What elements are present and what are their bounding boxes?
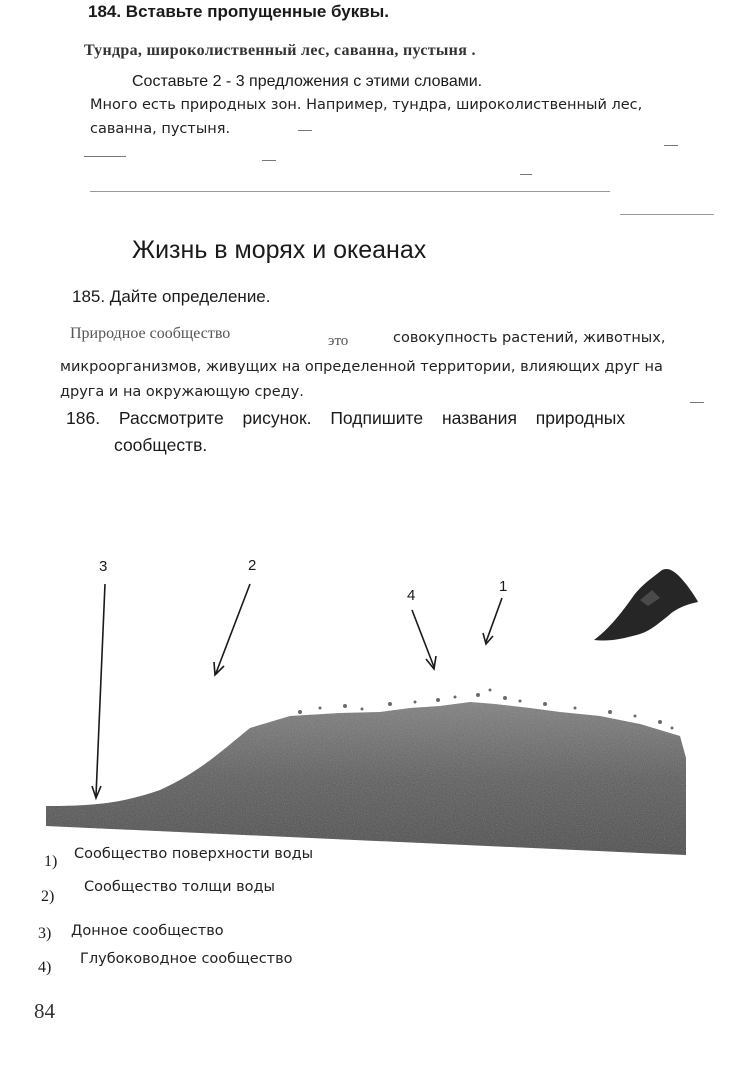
task-186-header-line-1: 186. Рассмотрите рисунок. Подпишите названия природных (66, 408, 626, 428)
task-184-answer-line-2: саванна, пустыня. (90, 121, 231, 137)
definition-line-1: совокупность растений, животных, (393, 330, 666, 346)
answer-2-text: Сообщество толщи воды (84, 879, 275, 895)
answer-4-text: Глубоководное сообщество (80, 951, 293, 967)
deep-sea-creature-silhouette (594, 569, 698, 641)
arrow-4 (412, 610, 434, 667)
task-184-prompt: Составьте 2 - 3 предложения с этими словами. (132, 73, 483, 90)
definition-line-2: микроорганизмов, живущих на определенной территории, влияющих друг на (60, 359, 663, 375)
definition-line-3: друга и на окружающую среду. (60, 384, 304, 400)
answer-2-number: 2) (41, 888, 55, 905)
arrow-2 (216, 584, 250, 673)
answer-1-text: Сообщество поверхности воды (74, 846, 314, 862)
task-184-filled-words: Тундра, широколиственный лес, саванна, пустыня . (84, 42, 476, 59)
water-texture (46, 702, 686, 855)
definition-connector: это (328, 333, 349, 349)
task-186-header-line-2: сообществ. (114, 435, 208, 455)
answer-1-number: 1) (44, 853, 58, 870)
figure-label-2: 2 (248, 557, 257, 574)
answer-4-number: 4) (38, 959, 52, 976)
page-number: 84 (34, 999, 55, 1023)
task-184-answer-line-1: Много есть природных зон. Например, тундра, широколиственный лес, (90, 97, 643, 113)
figure-label-4: 4 (407, 587, 416, 604)
figure-label-1: 1 (499, 578, 508, 595)
answer-3-number: 3) (38, 925, 52, 942)
task-184-header: 184. Вставьте пропущенные буквы. (88, 2, 389, 21)
figure-label-3: 3 (99, 558, 108, 575)
arrow-1 (486, 598, 502, 642)
task-185-header-text: 185. Дайте определение. (72, 287, 271, 306)
section-title: Жизнь в морях и океанах (132, 236, 427, 264)
definition-term: Природное сообщество (70, 325, 231, 342)
arrow-3 (96, 584, 105, 796)
answer-3-text: Донное сообщество (71, 923, 224, 939)
